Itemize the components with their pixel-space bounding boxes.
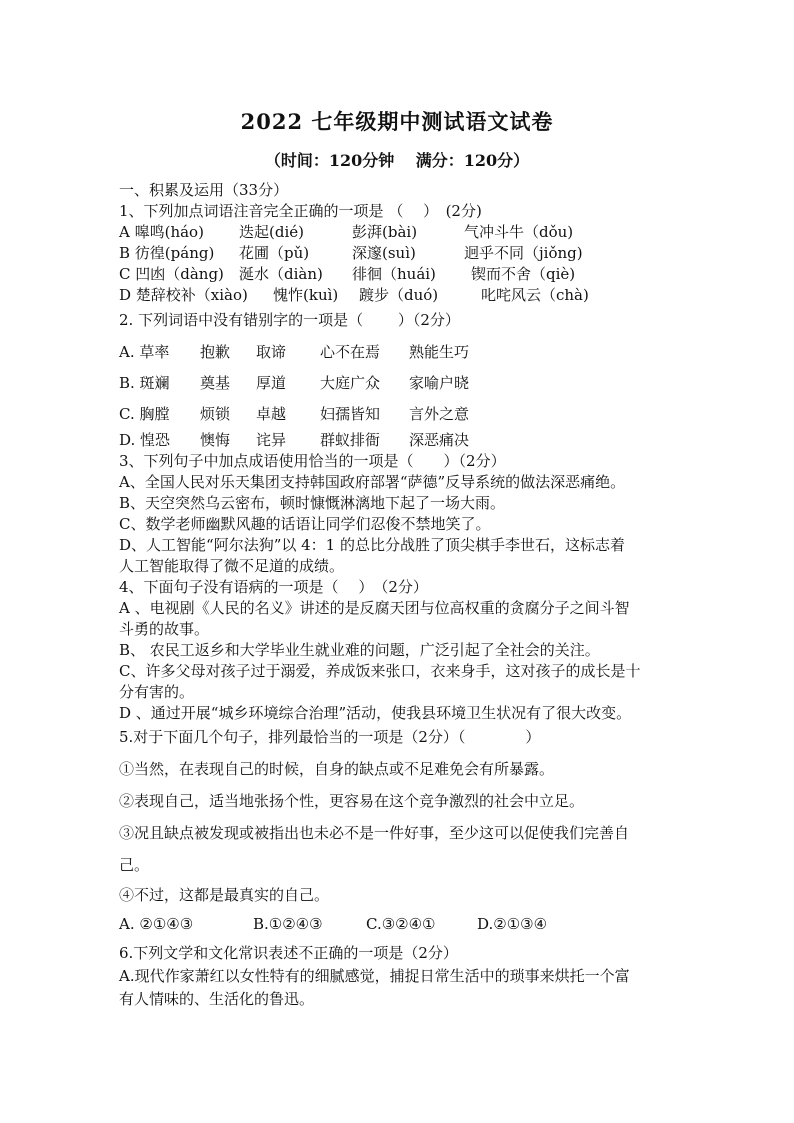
q5-option-a: A. ②①④③ <box>119 915 194 933</box>
q2-b-word-4: 大庭广众 <box>320 374 381 392</box>
q2-a-word-5: 熟能生巧 <box>409 343 470 361</box>
q5-option-c: C.③②④① <box>366 915 436 933</box>
q3-option-d: D、人工智能“阿尔法狗”以 4：1 的总比分战胜了顶尖棋手李世石，这标志着 <box>119 536 625 554</box>
q1-d-word-1: D 楚辞校补（xiào) <box>119 286 248 304</box>
q2-c-word-1: C. 胸膛 <box>119 405 170 423</box>
exam-title: 2022 七年级期中测试语文试卷 <box>240 109 554 134</box>
exam-subtitle: （时间：120分钟 满分：120分） <box>264 151 530 170</box>
q2-d-word-5: 深恶痛决 <box>409 431 470 449</box>
q2-d-word-2: 懊悔 <box>200 431 231 449</box>
q5-option-d: D.②①③④ <box>477 915 548 933</box>
q3-option-b: B、天空突然乌云密布，顿时慷慨淋漓地下起了一场大雨。 <box>119 494 506 512</box>
q3-option-d-cont: 人工智能取得了微不足道的成绩。 <box>119 557 345 575</box>
q5-stem: 5.对于下面几个句子，排列最恰当的一项是（2分）（ ） <box>119 728 541 746</box>
q2-b-word-2: 奠基 <box>200 374 231 392</box>
q2-b-word-1: B. 斑斓 <box>119 374 170 392</box>
q6-stem: 6.下列文学和文化常识表述不正确的一项是（2分） <box>119 944 458 962</box>
q2-c-word-2: 烦锁 <box>200 405 231 423</box>
q4-option-d: D 、通过开展“城乡环境综合治理”活动，使我县环境卫生状况有了很大改变。 <box>119 704 632 722</box>
q2-d-word-1: D. 惶恐 <box>119 431 171 449</box>
q1-b-word-1: B 彷徨(páng) <box>119 244 215 262</box>
q1-a-word-3: 彭湃(bài) <box>352 223 418 241</box>
q2-a-word-2: 抱歉 <box>200 343 231 361</box>
q5-option-b: B.①②④③ <box>253 915 323 933</box>
q2-d-word-3: 诧异 <box>256 431 287 449</box>
q1-c-word-2: 涎水（diàn) <box>239 265 323 283</box>
q5-sentence-3-cont: 己。 <box>119 856 150 874</box>
q3-stem: 3、下列句子中加点成语使用恰当的一项是（ ）（2分） <box>119 452 506 470</box>
q2-c-word-3: 卓越 <box>256 405 287 423</box>
q4-option-a-cont: 斗勇的故事。 <box>119 620 210 638</box>
q1-c-word-1: C 凹凼（dàng) <box>119 265 224 283</box>
q1-d-word-3: 踱步（duó) <box>359 286 439 304</box>
q2-a-word-4: 心不在焉 <box>320 343 381 361</box>
q1-d-word-2: 愧怍(kuì) <box>273 286 339 304</box>
q3-option-c: C、数学老师幽默风趣的话语让同学们忍俊不禁地笑了。 <box>119 515 491 533</box>
q4-option-c-cont: 分有害的。 <box>119 683 195 701</box>
q1-b-word-2: 花圃（pǔ) <box>239 244 310 262</box>
q1-b-word-4: 迥乎不同（jiǒng) <box>464 244 583 262</box>
q2-c-word-5: 言外之意 <box>409 405 470 423</box>
q2-d-word-4: 群蚁排衙 <box>320 431 381 449</box>
q2-b-word-3: 厚道 <box>256 374 287 392</box>
q4-option-a: A 、电视剧《人民的名义》讲述的是反腐天团与位高权重的贪腐分子之间斗智 <box>119 599 630 617</box>
q2-stem: 2. 下列词语中没有错别字的一项是（ ）（2分） <box>119 311 460 329</box>
q1-c-word-4: 锲而不舍（qiè) <box>471 265 576 283</box>
q5-sentence-4: ④不过，这都是最真实的自己。 <box>119 886 330 904</box>
q1-b-word-3: 深邃(suì) <box>352 244 416 262</box>
q3-option-a: A、全国人民对乐天集团支持韩国政府部署“萨德”反导系统的做法深恶痛绝。 <box>119 473 626 491</box>
q5-sentence-2: ②表现自己，适当地张扬个性，更容易在这个竞争激烈的社会中立足。 <box>119 792 585 810</box>
q1-a-word-4: 气冲斗牛（dǒu) <box>464 223 574 241</box>
q5-sentence-3: ③况且缺点被发现或被指出也未必不是一件好事，至少这可以促使我们完善自 <box>119 824 630 842</box>
q2-a-word-3: 取谛 <box>256 343 287 361</box>
q4-stem: 4、下面句子没有语病的一项是（ ） （2分） <box>119 578 428 596</box>
q6-option-a-cont: 有人情味的、生活化的鲁迅。 <box>119 990 315 1008</box>
q2-b-word-5: 家喻户晓 <box>409 374 470 392</box>
q1-c-word-3: 徘徊（huái) <box>352 265 436 283</box>
q5-sentence-1: ①当然，在表现自己的时候，自身的缺点或不足难免会有所暴露。 <box>119 760 555 778</box>
q1-a-word-1: A 嗥鸣(háo) <box>119 223 204 241</box>
q1-a-word-2: 迭起(dié) <box>239 223 304 241</box>
q4-option-c: C、许多父母对孩子过于溺爱，养成饭来张口，衣来身手，这对孩子的成长是十 <box>119 662 641 680</box>
q2-c-word-4: 妇孺皆知 <box>320 405 381 423</box>
q1-stem: 1、下列加点词语注音完全正确的一项是 （ ） (2分) <box>119 202 482 220</box>
section-heading: 一、积累及运用（33分） <box>119 181 289 199</box>
q6-option-a: A.现代作家萧红以女性特有的细腻感觉，捕捉日常生活中的琐事来烘托一个富 <box>119 967 630 985</box>
q1-d-word-4: 叱咤风云（chà) <box>481 286 589 304</box>
q4-option-b: B、 农民工返乡和大学毕业生就业难的问题，广泛引起了全社会的关注。 <box>119 641 600 659</box>
q2-a-word-1: A. 草率 <box>119 343 170 361</box>
